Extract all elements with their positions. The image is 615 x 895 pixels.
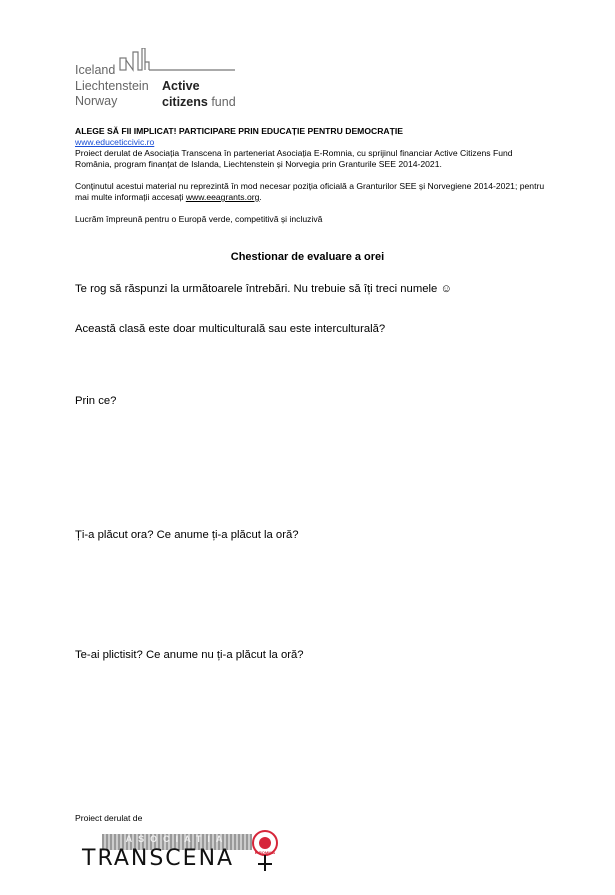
logo-transcena: TRANSCENA bbox=[82, 846, 235, 871]
website-link[interactable]: www.educeticcivic.ro bbox=[75, 137, 155, 147]
logo-active: Active bbox=[162, 79, 200, 93]
disclaimer-end: . bbox=[259, 192, 262, 202]
logo-country-norway: Norway bbox=[75, 94, 118, 108]
footer-label: Proiect derulat de bbox=[75, 813, 143, 823]
disclaimer bbox=[75, 181, 545, 203]
question-3: Ți-a plăcut ora? Ce anume ți-a plăcut la oră? bbox=[75, 529, 299, 541]
project-title: ALEGE SĂ FII IMPLICAT! PARTICIPARE PRIN EDUCAȚIE PENTRU DEMOCRAȚIE bbox=[75, 126, 404, 136]
eeagrants-link[interactable]: www.eeagrants.org bbox=[185, 192, 260, 202]
logo-country-iceland: Iceland bbox=[75, 63, 116, 77]
project-description: Proiect derulat de Asociația Transcena în parteneriat Asociația E-Romnia, cu sprijinul financiar Active Citizens Fund România, program finanțat de Islanda, Liechtenstein și Norvegia prin Granturile SEE 2014-2021. bbox=[75, 148, 513, 169]
question-1: Această clasă este doar multiculturală sau este interculturală? bbox=[75, 323, 386, 335]
logo-fund: fund bbox=[207, 95, 236, 109]
transcena-logo bbox=[80, 828, 285, 873]
motto: Lucrăm împreună pentru o Europă verde, competitivă și incluzivă bbox=[75, 214, 323, 224]
form-heading: Chestionar de evaluare a orei bbox=[230, 251, 385, 263]
question-2: Prin ce? bbox=[75, 395, 117, 407]
logo-citizens-fund bbox=[162, 93, 236, 111]
active-citizens-fund-logo bbox=[75, 48, 245, 110]
form-instruction: Te rog să răspunzi la următoarele întrebări. Nu trebuie să îți treci numele ☺ bbox=[75, 283, 452, 295]
logo-citizens: citizens bbox=[162, 95, 208, 109]
intro-block bbox=[75, 126, 545, 225]
logo-country-liechtenstein: Liechtenstein bbox=[75, 79, 149, 93]
disclaimer-text: Conținutul acestui material nu reprezintă în mod necesar poziția oficială a Granturilor SEE și Norvegiene 2014-2021; pentru mai multe informații accesați bbox=[75, 181, 545, 202]
question-4: Te-ai plictisit? Ce anume nu ți-a plăcut la oră? bbox=[75, 649, 304, 661]
e-romnia-text: E-ROMNIA bbox=[254, 850, 276, 855]
logo-asociatia: ASOCIATIA bbox=[125, 834, 229, 844]
logo-building-icon bbox=[117, 48, 237, 72]
